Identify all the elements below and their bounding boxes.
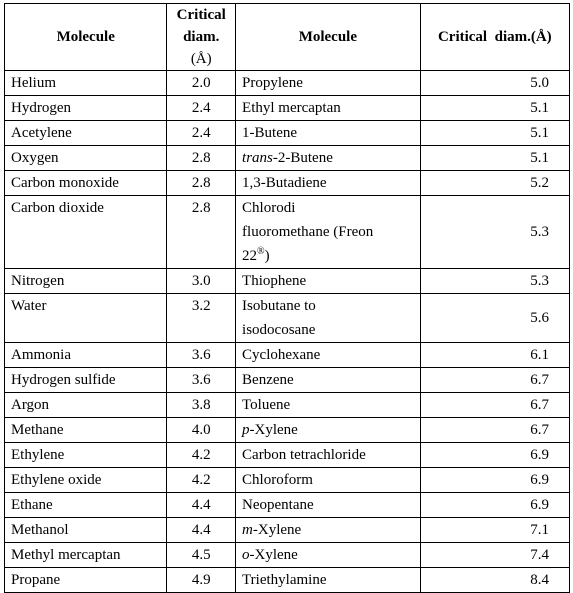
molecule-right-text: Carbon tetrachloride [242, 447, 366, 463]
diameter-right-cell: 5.1 [420, 121, 569, 146]
molecule-right-text: Thiophene [242, 273, 307, 289]
molecule-prefix-italic: trans [242, 150, 273, 166]
molecule-left-cell: Ethylene oxide [5, 468, 167, 493]
diameter-left-cell: 2.8 [167, 196, 236, 269]
diameter-right-cell: 6.7 [420, 393, 569, 418]
diameter-right-cell: 5.2 [420, 171, 569, 196]
header-critical-left-line1: Critical [176, 7, 226, 23]
molecule-right-cell [236, 71, 421, 96]
molecule-left-cell: Ethane [5, 493, 167, 518]
diameter-left-cell: 2.4 [167, 121, 236, 146]
table-row [5, 196, 570, 269]
molecule-right-cell [236, 518, 421, 543]
diameter-right-cell: 6.9 [420, 468, 569, 493]
molecule-left-cell: Hydrogen sulfide [5, 368, 167, 393]
molecule-left-cell: Argon [5, 393, 167, 418]
molecule-right-cell [236, 343, 421, 368]
molecule-left-cell: Acetylene [5, 121, 167, 146]
table-row [5, 294, 570, 343]
diameter-right-cell: 5.1 [420, 146, 569, 171]
diameter-right-cell: 6.9 [420, 443, 569, 468]
registered-mark: ® [257, 246, 265, 257]
header-critical-right [420, 4, 569, 71]
molecule-right-text: -2-Butene [272, 150, 333, 166]
molecule-right-text: Benzene [242, 372, 294, 388]
table-row [5, 368, 570, 393]
molecule-left-cell: Methanol [5, 518, 167, 543]
molecule-right-cell [236, 368, 421, 393]
molecule-right-cell [236, 121, 421, 146]
molecule-left-cell: Helium [5, 71, 167, 96]
molecule-right-cell [236, 418, 421, 443]
diameter-right-cell: 6.1 [420, 343, 569, 368]
molecule-left-cell: Hydrogen [5, 96, 167, 121]
table-row [5, 343, 570, 368]
molecule-right-text: Chloroform [242, 472, 313, 488]
molecule-left-cell: Methane [5, 418, 167, 443]
diameter-right-cell: 5.1 [420, 96, 569, 121]
table-row [5, 269, 570, 294]
table-row [5, 71, 570, 96]
diameter-left-cell: 3.8 [167, 393, 236, 418]
table-row [5, 518, 570, 543]
diameter-right-cell: 5.3 [420, 269, 569, 294]
molecule-left-cell: Water [5, 294, 167, 343]
molecule-right-cell [236, 468, 421, 493]
header-molecule-left: Molecule [5, 4, 167, 71]
molecule-right-line: isodocosane [242, 322, 316, 338]
header-critical-left-line3: (Å) [190, 51, 212, 67]
molecule-right-cell [236, 543, 421, 568]
molecule-right-cell [236, 493, 421, 518]
diameter-right-cell: 6.7 [420, 418, 569, 443]
table-row [5, 443, 570, 468]
molecule-right-text: -Xylene [249, 422, 298, 438]
molecule-right-cell [236, 96, 421, 121]
critical-diameter-table [4, 3, 570, 593]
molecule-left-cell: Propane [5, 568, 167, 593]
molecule-right-text: Triethylamine [242, 572, 327, 588]
diameter-left-cell: 3.6 [167, 368, 236, 393]
molecule-right-text: -Xylene [252, 522, 302, 538]
molecule-prefix-italic: o [242, 547, 250, 563]
molecule-left-cell: Nitrogen [5, 269, 167, 294]
molecule-prefix-italic: m [242, 522, 253, 538]
table-row [5, 171, 570, 196]
diameter-left-cell: 3.6 [167, 343, 236, 368]
header-molecule-right: Molecule [236, 4, 421, 71]
molecule-right-tail: ) [264, 248, 270, 264]
diameter-left-cell: 4.9 [167, 568, 236, 593]
diameter-left-cell: 4.4 [167, 518, 236, 543]
molecule-prefix-italic: p [242, 422, 250, 438]
molecule-right-text: -Xylene [249, 547, 298, 563]
molecule-left-cell: Oxygen [5, 146, 167, 171]
header-row [5, 4, 570, 71]
molecule-right-line: 22 [242, 248, 258, 264]
diameter-left-cell: 4.2 [167, 443, 236, 468]
diameter-left-cell: 4.2 [167, 468, 236, 493]
molecule-left-cell: Ammonia [5, 343, 167, 368]
diameter-right-cell: 7.1 [420, 518, 569, 543]
molecule-right-text: Toluene [242, 397, 291, 413]
molecule-right-cell [236, 269, 421, 294]
molecule-left-cell: Carbon dioxide [5, 196, 167, 269]
molecule-right-cell [236, 171, 421, 196]
molecule-right-text: 1-Butene [242, 125, 298, 141]
table-row [5, 146, 570, 171]
table-row [5, 96, 570, 121]
diameter-left-cell: 2.0 [167, 71, 236, 96]
molecule-right-cell [236, 568, 421, 593]
molecule-right-text: Ethyl mercaptan [242, 100, 341, 116]
molecule-right-text: Cyclohexane [242, 347, 321, 363]
diameter-right-cell: 6.7 [420, 368, 569, 393]
table-row [5, 468, 570, 493]
table-row [5, 568, 570, 593]
table-row [5, 393, 570, 418]
molecule-left-cell: Methyl mercaptan [5, 543, 167, 568]
diameter-left-cell: 4.0 [167, 418, 236, 443]
diameter-left-cell: 3.2 [167, 294, 236, 343]
molecule-right-cell [236, 393, 421, 418]
table-row [5, 493, 570, 518]
diameter-right-cell: 8.4 [420, 568, 569, 593]
diameter-left-cell: 2.4 [167, 96, 236, 121]
molecule-right-text: Propylene [242, 75, 303, 91]
table-row [5, 543, 570, 568]
diameter-right-cell: 6.9 [420, 493, 569, 518]
molecule-right-line: fluoromethane (Freon [242, 224, 374, 240]
molecule-left-cell: Ethylene [5, 443, 167, 468]
molecule-right-cell [236, 146, 421, 171]
diameter-left-cell: 4.4 [167, 493, 236, 518]
header-critical-left-line2: diam. [183, 29, 220, 45]
molecule-right-line: Isobutane to [242, 298, 316, 314]
diameter-right-cell: 7.4 [420, 543, 569, 568]
table-row [5, 418, 570, 443]
header-critical-left [167, 4, 236, 71]
molecule-right-line: Chlorodi [242, 200, 296, 216]
diameter-right-cell: 5.3 [420, 196, 569, 269]
diameter-right-cell: 5.0 [420, 71, 569, 96]
molecule-right-cell [236, 196, 421, 269]
molecule-right-text: 1,3-Butadiene [242, 175, 327, 191]
diameter-right-cell: 5.6 [420, 294, 569, 343]
diameter-left-cell: 3.0 [167, 269, 236, 294]
diameter-left-cell: 2.8 [167, 171, 236, 196]
header-critical-right-text: Critical diam.(Å) [437, 29, 552, 45]
table-row [5, 121, 570, 146]
molecule-left-cell: Carbon monoxide [5, 171, 167, 196]
molecule-right-cell [236, 443, 421, 468]
molecule-right-text: Neopentane [242, 497, 314, 513]
diameter-left-cell: 2.8 [167, 146, 236, 171]
molecule-right-cell [236, 294, 421, 343]
table-body [5, 71, 570, 593]
diameter-left-cell: 4.5 [167, 543, 236, 568]
